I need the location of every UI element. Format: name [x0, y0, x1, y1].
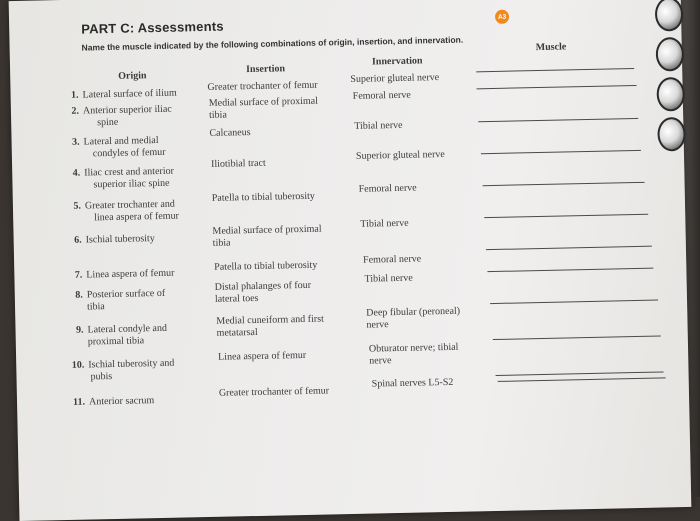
worksheet-page — [9, 0, 692, 521]
innervation-cell — [360, 218, 408, 231]
insertion-cell — [212, 224, 322, 250]
insertion-cell — [207, 80, 317, 94]
innervation-line: nerve — [369, 355, 392, 367]
binding-ring — [656, 77, 685, 112]
innervation-cell — [350, 72, 439, 86]
origin-line: Lateral condyle and — [87, 322, 168, 336]
insertion-line: Medial cuneiform and first — [216, 313, 324, 327]
row-number: 3. — [71, 136, 80, 148]
origin-line: pubis — [90, 371, 113, 383]
origin-line: Ischial tuberosity — [85, 233, 155, 246]
answer-line[interactable] — [477, 85, 637, 89]
origin-line: superior iliac spine — [93, 177, 170, 191]
insertion-cell — [209, 127, 250, 140]
innervation-line: Deep fibular (peroneal) — [366, 305, 461, 319]
row-number: 6. — [74, 234, 82, 246]
row-number: 2. — [71, 105, 80, 117]
insertion-line: metatarsal — [216, 326, 258, 339]
column-header-origin: Origin — [118, 70, 147, 82]
insertion-line: Patella to tibial tuberosity — [211, 190, 315, 204]
origin-cell — [87, 288, 166, 314]
row-number: 1. — [71, 89, 79, 101]
innervation-line: Superior gluteal nerve — [355, 148, 445, 162]
innervation-line: Superior gluteal nerve — [350, 72, 440, 85]
origin-line: Greater trochanter and — [84, 198, 175, 212]
column-header-muscle: Muscle — [535, 41, 567, 54]
binding-ring — [657, 117, 686, 152]
innervation-cell — [356, 149, 445, 163]
insertion-cell — [219, 385, 329, 399]
binding-ring — [656, 37, 685, 72]
answer-line[interactable] — [498, 377, 666, 382]
row-number: 10. — [71, 359, 85, 371]
binding-ring — [655, 0, 684, 32]
innervation-cell — [369, 342, 459, 368]
insertion-line: Distal phalanges of four — [214, 279, 312, 293]
origin-cell — [86, 268, 174, 282]
origin-line: tibia — [86, 301, 105, 313]
origin-cell — [87, 323, 167, 349]
origin-line: Linea aspera of femur — [86, 267, 175, 281]
insertion-line: lateral toes — [214, 292, 259, 305]
insertion-line: Calcaneus — [209, 127, 251, 139]
innervation-cell — [364, 273, 412, 286]
origin-cell — [82, 88, 176, 102]
row-number: 4. — [72, 167, 81, 179]
answer-line[interactable] — [478, 118, 638, 122]
innervation-line: Obturator nerve; tibial — [368, 341, 459, 355]
answer-line[interactable] — [490, 300, 658, 305]
insertion-cell — [218, 350, 306, 364]
instructions: Name the muscle indicated by the following combinations of origin, insertion, and innervation. — [81, 34, 464, 53]
innervation-line: Femoral nerve — [363, 253, 422, 266]
innervation-cell — [353, 90, 411, 103]
origin-line: linea aspera of femur — [94, 210, 179, 224]
row-number: 9. — [75, 324, 84, 336]
insertion-line: Linea aspera of femur — [218, 349, 307, 363]
origin-line: condyles of femur — [92, 146, 166, 160]
answer-line[interactable] — [483, 182, 645, 186]
insertion-line: tibia — [212, 237, 231, 249]
insertion-cell — [209, 96, 319, 122]
answer-line[interactable] — [476, 68, 634, 72]
origin-line: Anterior superior iliac — [82, 103, 172, 117]
origin-line: spine — [97, 116, 119, 129]
origin-line: Lateral surface of ilium — [82, 87, 177, 101]
column-header-innervation: Innervation — [371, 55, 423, 68]
insertion-line: Medial surface of proximal — [212, 223, 322, 237]
row-number: 11. — [72, 396, 86, 408]
insertion-cell — [211, 158, 266, 171]
origin-cell — [85, 199, 179, 225]
insertion-line: tibia — [208, 109, 227, 121]
answer-line[interactable] — [487, 268, 653, 272]
origin-line: Iliac crest and anterior — [84, 165, 175, 179]
origin-line: Posterior surface of — [86, 287, 166, 301]
answer-line[interactable] — [486, 246, 652, 250]
origin-cell — [83, 135, 165, 161]
insertion-cell — [212, 191, 315, 205]
insertion-cell — [216, 314, 324, 340]
innervation-line: nerve — [366, 319, 389, 331]
page-title: PART C: Assessments — [81, 18, 224, 37]
innervation-line: Tibial nerve — [364, 272, 413, 285]
origin-line: Lateral and medial — [83, 134, 159, 148]
header — [81, 14, 463, 53]
origin-line: Ischial tuberosity and — [88, 357, 175, 371]
innervation-cell — [363, 254, 421, 267]
insertion-line: Iliotibial tract — [210, 157, 266, 170]
origin-cell — [89, 395, 155, 408]
insertion-line: Patella to tibial tuberosity — [214, 259, 318, 273]
insertion-line: Greater trochanter of femur — [207, 79, 318, 93]
row-number: 8. — [75, 289, 83, 301]
innervation-line: Femoral nerve — [358, 182, 417, 195]
answer-line[interactable] — [481, 150, 641, 154]
section-badge: A3 — [495, 10, 509, 24]
innervation-cell — [366, 306, 460, 332]
origin-line: proximal tibia — [87, 335, 145, 348]
innervation-line: Tibial nerve — [360, 217, 409, 230]
origin-cell — [88, 358, 175, 384]
answer-line[interactable] — [493, 336, 661, 341]
innervation-line: Tibial nerve — [354, 119, 403, 132]
insertion-cell — [214, 260, 317, 274]
row-number: 7. — [74, 269, 83, 281]
answer-line[interactable] — [484, 214, 648, 218]
answer-line[interactable] — [496, 371, 664, 376]
insertion-cell — [215, 280, 312, 306]
insertion-line: Medial surface of proximal — [208, 95, 319, 109]
innervation-line: Spinal nerves L5-S2 — [371, 376, 454, 390]
innervation-cell — [372, 377, 454, 391]
column-header-insertion: Insertion — [246, 63, 286, 76]
insertion-line: Greater trochanter of femur — [218, 385, 330, 399]
row-number: 5. — [73, 200, 82, 212]
innervation-cell — [354, 120, 402, 133]
innervation-cell — [359, 183, 417, 196]
innervation-line: Femoral nerve — [352, 89, 411, 102]
origin-line: Anterior sacrum — [88, 395, 155, 408]
origin-cell — [84, 166, 174, 192]
origin-cell — [86, 233, 155, 246]
origin-cell — [83, 104, 172, 130]
